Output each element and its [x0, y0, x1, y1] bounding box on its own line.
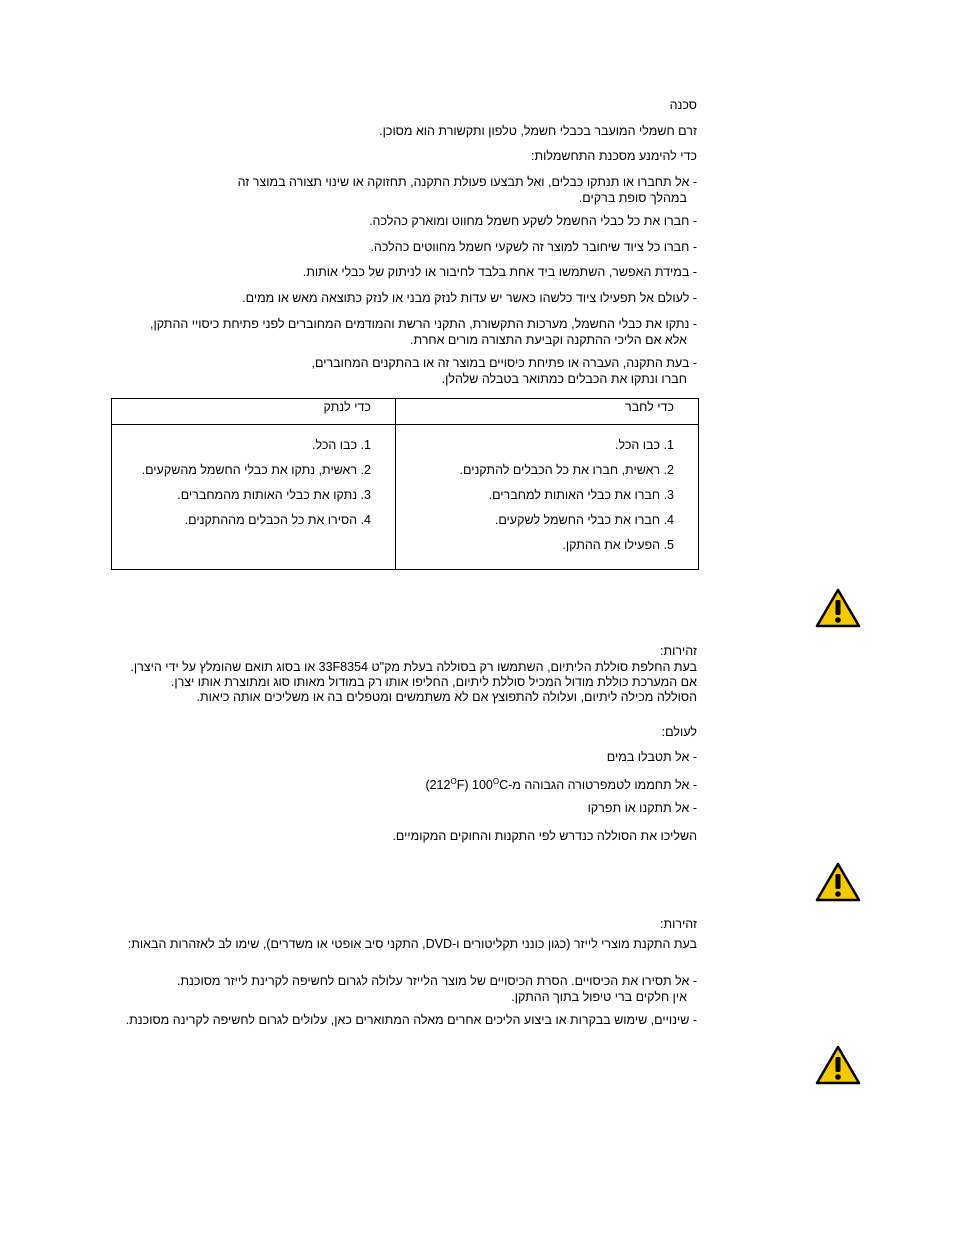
- bullet-text-continued: במהלך סופת ברקים.: [578, 191, 687, 205]
- laser-bullet: [107, 973, 697, 1005]
- battery-line: בעת החלפת סוללת הליתיום, השתמשו רק בסוללה בעלת מק"ט 33F8354 או בסוג תואם שהומלץ על ידי היצרן.: [130, 660, 697, 674]
- danger-bullet: [107, 239, 697, 255]
- bullet-text: - חברו כל ציוד שיחובר למוצר זה לשקעי חשמל מחווטים כהלכה.: [370, 240, 697, 254]
- temp-c-unit: C: [499, 778, 509, 792]
- danger-bullet: [107, 316, 697, 348]
- bullet-text: - חברו את כל כבלי החשמל לשקע חשמל מחווט ומוארק כהלכה.: [369, 214, 697, 228]
- warning-triangle-icon: [815, 588, 861, 628]
- temp-f-unit: F): [456, 778, 469, 792]
- temperature-value: [425, 778, 508, 792]
- never-item: - אל תתקנו או תפרקו: [587, 801, 697, 815]
- connect-step: 5. הפעילו את ההתקן.: [562, 538, 674, 552]
- battery-line: הסוללה מכילה ליתיום, ועלולה להתפוצץ אם לא משתמשים ומטפלים בה או משליכים אותה כיאות.: [196, 690, 697, 704]
- bullet-text: - בעת התקנה, העברה או פתיחת כיסויים במוצר זה או בהתקנים המחוברים,: [311, 356, 697, 370]
- never-item: - אל תטבלו במים: [606, 750, 697, 764]
- never-item: - אל תחממו לטמפרטורה הגבוהה מ-: [508, 778, 697, 792]
- laser-bullet: [107, 1012, 697, 1028]
- bullet-text: - אל תסירו את הכיסויים. הסרת הכיסויים של מוצר הלייזר עלולה לגרום לחשיפה לקרינת לייזר מסוכנת.: [176, 974, 697, 988]
- bullet-text: - לעולם אל תפעילו ציוד כלשהו כאשר יש עדות לנזק מבני או לנזק כתוצאה מאש או ממים.: [242, 291, 697, 305]
- bullet-text: - שינויים, שימוש בבקרות או ביצוע הליכים אחרים מאלה המתוארים כאן, עלולים לגרום לחשיפה לקרינה מסוכנת.: [125, 1013, 697, 1027]
- degree-sup: O: [450, 777, 457, 786]
- danger-title: סכנה: [669, 98, 697, 112]
- battery-caution-text: [97, 660, 697, 705]
- never-label: לעולם:: [661, 725, 697, 739]
- battery-dispose: השליכו את הסוללה כנדרש לפי התקנות והחוקים המקומיים.: [392, 829, 697, 843]
- bullet-text-continued: אלא אם הליכי ההתקנה וקביעת התצורה מורים אחרת.: [409, 333, 687, 347]
- laser-caution-title: זהירות:: [660, 917, 697, 931]
- bullet-text: - נתקו את כבלי החשמל, מערכות התקשורת, התקני הרשת והמודמים המחוברים לפני פתיחת כיסויי ההתקן,: [149, 317, 697, 331]
- danger-bullet: [107, 213, 697, 229]
- disconnect-header: כדי לנתק: [112, 399, 396, 425]
- connect-step: 3. חברו את כבלי האותות למחברים.: [488, 488, 674, 502]
- laser-intro: בעת התקנת מוצרי לייזר (כגון כונני תקליטורים ו-DVD, התקני סיב אופטי או משדרים), שימו לב לאזהרות הבאות:: [127, 937, 697, 951]
- connect-header: כדי לחבר: [396, 399, 699, 425]
- bullet-text-continued: חברו ונתקו את הכבלים כמתואר בטבלה שלהלן.: [441, 372, 687, 386]
- temp-c-value: 100: [472, 778, 493, 792]
- danger-line: כדי להימנע מסכנת התחשמלות:: [530, 149, 697, 163]
- battery-caution-title: זהירות:: [660, 644, 697, 658]
- bullet-text-continued: אין חלקים ברי טיפול בתוך ההתקן.: [511, 990, 687, 1004]
- bullet-text: - אל תחברו או תנתקו כבלים, ואל תבצעו פעולת התקנה, תחזוקה או שינוי תצורה במוצר זה: [237, 175, 697, 189]
- bullet-text: - במידת האפשר, השתמשו ביד אחת בלבד לחיבור או לניתוק של כבלי אותות.: [302, 265, 697, 279]
- disconnect-step: 2. ראשית, נתקו את כבלי החשמל מהשקעים.: [141, 463, 371, 477]
- danger-bullet: [107, 355, 697, 387]
- never-item-temperature: [425, 774, 697, 793]
- disconnect-step: 4. הסירו את כל הכבלים מההתקנים.: [184, 513, 371, 527]
- disconnect-step: 1. כבו הכל.: [312, 438, 371, 452]
- warning-triangle-icon: [815, 862, 861, 902]
- disconnect-step: 3. נתקו את כבלי האותות מהמחברים.: [177, 488, 371, 502]
- degree-sup: O: [492, 777, 500, 786]
- temp-f-value: (212: [425, 778, 451, 792]
- connect-disconnect-table: [111, 398, 699, 570]
- battery-line: אם המערכת כוללת מודול המכיל סוללת ליתיום, החליפו אותו רק במודול מאותו סוג ומתוצרת אותו יצרן.: [170, 675, 697, 689]
- connect-step: 1. כבו הכל.: [615, 438, 674, 452]
- disconnect-steps-cell: [112, 425, 396, 570]
- connect-step: 2. ראשית, חברו את כל הכבלים להתקנים.: [459, 463, 674, 477]
- danger-bullet: [107, 290, 697, 306]
- connect-steps-cell: [396, 425, 699, 570]
- warning-triangle-icon: [815, 1045, 861, 1085]
- danger-bullet: [107, 174, 697, 206]
- connect-step: 4. חברו את כבלי החשמל לשקעים.: [494, 513, 674, 527]
- danger-line: זרם חשמלי המועבר בכבלי חשמל, טלפון ותקשורת הוא מסוכן.: [379, 124, 697, 138]
- danger-bullet: [107, 264, 697, 280]
